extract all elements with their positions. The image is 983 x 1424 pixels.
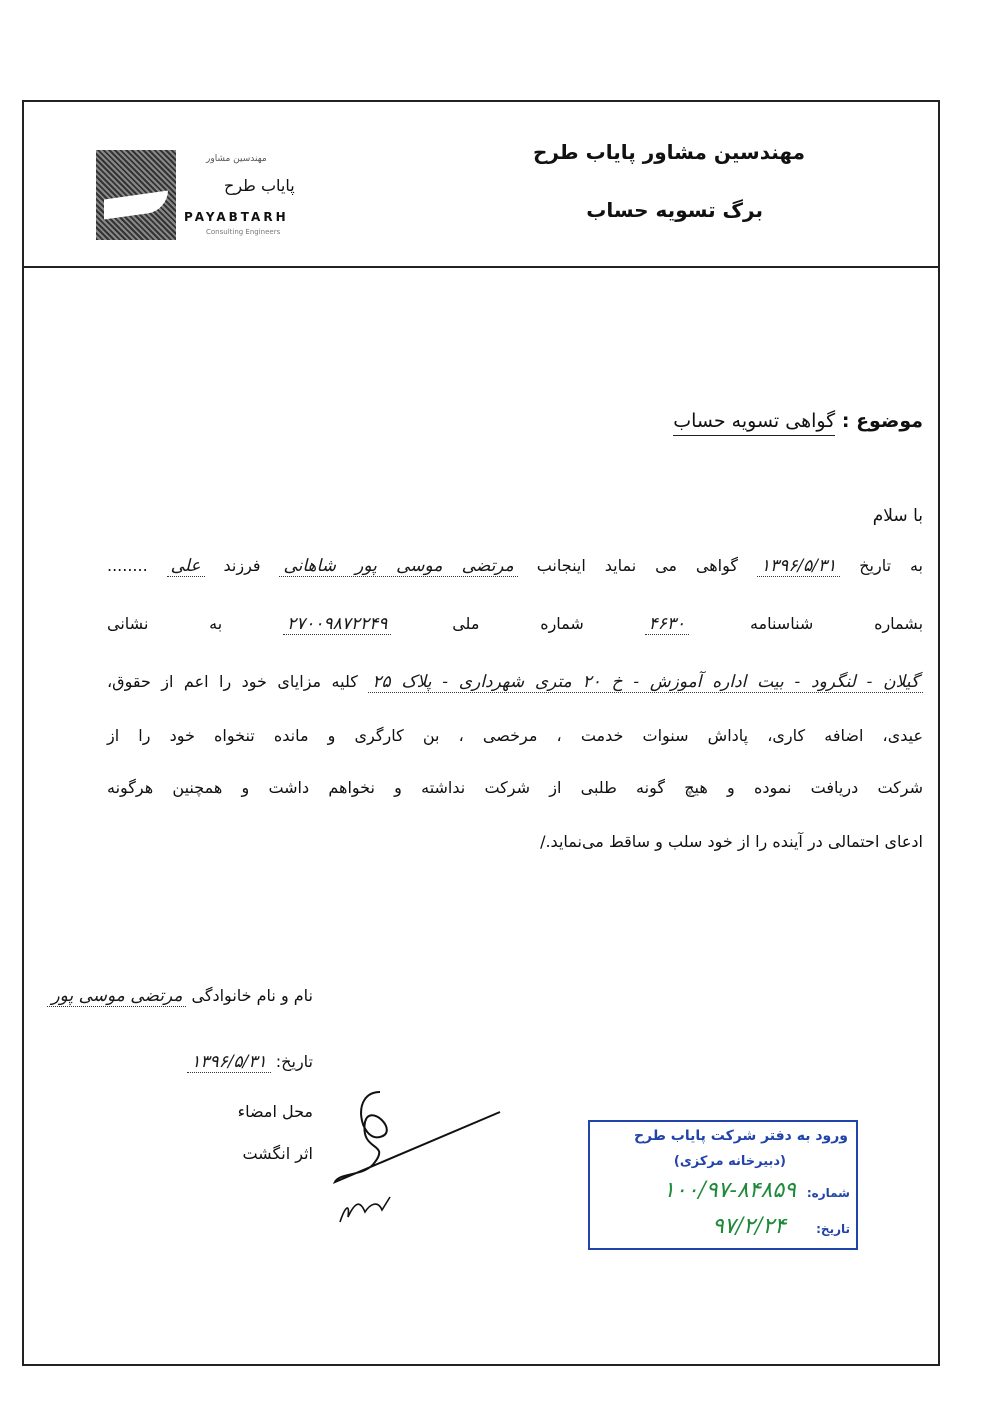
stamp-subtitle: (دبیرخانه مرکزی) <box>673 1154 786 1169</box>
name-value: مرتضی موسی پور <box>47 986 186 1007</box>
fingerprint-label: اثر انگشت <box>242 1144 313 1163</box>
company-name: مهندسین مشاور پایاب طرح <box>532 140 805 164</box>
stamp-date-label: تاریخ: <box>816 1222 850 1236</box>
greeting: با سلام <box>872 506 923 526</box>
body-line-4: عیدی، اضافه کاری، پاداش سنوات خدمت ، مرخصی ، بن کارگری و مانده تنخواه خود را از <box>107 726 923 745</box>
company-logo <box>96 150 356 245</box>
dotted-filler: ........ <box>107 556 148 575</box>
birth-certificate-field: ۴۶۳۰ <box>645 614 690 635</box>
stamp-date-value: ۹۷/۲/۲۴ <box>712 1214 786 1239</box>
body-line-6: ادعای احتمالی در آینده را از خود سلب و ساقط می‌نماید./ <box>540 832 923 851</box>
form-title: برگ تسویه حساب <box>586 198 763 222</box>
body-text: شماره ملی <box>452 614 584 633</box>
logo-persian-text: پایاب طرح <box>224 176 295 195</box>
body-text: به تاریخ <box>859 556 923 575</box>
sign-place-label: محل امضاء <box>237 1102 313 1121</box>
logo-mark-icon <box>96 150 176 240</box>
logo-small-text: مهندسین مشاور <box>206 154 267 164</box>
subject-line <box>673 410 923 432</box>
body-text: بشماره شناسنامه <box>749 614 924 633</box>
father-name-field: علی <box>167 556 205 577</box>
header-divider <box>24 266 938 268</box>
body-line-1 <box>107 556 923 576</box>
date-field: ۱۳۹۶/۵/۳۱ <box>757 556 840 577</box>
signature-name-row <box>47 986 313 1006</box>
date-value: ۱۳۹۶/۵/۳۱ <box>187 1052 270 1073</box>
address-field: گیلان - لنگرود - بیت اداره آموزش - خ ۲۰ متری شهرداری - پلاک ۲۵ <box>368 672 923 693</box>
stamp-number-label: شماره: <box>806 1186 850 1200</box>
body-line-5: شرکت دریافت نموده و هیچ گونه طلبی از شرکت نداشته و نخواهم داشت و همچنین هرگونه <box>107 778 923 797</box>
body-text: به نشانی <box>107 614 223 633</box>
name-label: نام و نام خانوادگی <box>191 986 313 1005</box>
body-line-2 <box>107 614 923 634</box>
body-text: فرزند <box>223 556 261 575</box>
signature-date-row <box>187 1052 313 1072</box>
date-label: تاریخ: <box>275 1052 313 1071</box>
stamp-title: ورود به دفتر شرکت پایاب طرح <box>633 1128 848 1144</box>
employee-name-field: مرتضی موسی پور شاهانی <box>279 556 517 577</box>
logo-english-text: PAYABTARH <box>184 210 289 224</box>
registration-stamp <box>588 1120 858 1250</box>
stamp-number-value: ۱۰۰/۹۷-۸۴۸۵۹ <box>662 1178 796 1203</box>
body-text: کلیه مزایای خود را اعم از حقوق، <box>107 672 358 691</box>
body-text: گواهی می نماید اینجانب <box>536 556 738 575</box>
body-line-3 <box>107 672 923 692</box>
subject-label: موضوع : <box>841 410 923 432</box>
national-id-field: ۲۷۰۰۹۸۷۲۲۴۹ <box>283 614 391 635</box>
logo-subtitle: Consulting Engineers <box>206 228 281 236</box>
handwritten-signature-icon <box>320 1082 520 1232</box>
subject-value: گواهی تسویه حساب <box>673 410 835 436</box>
